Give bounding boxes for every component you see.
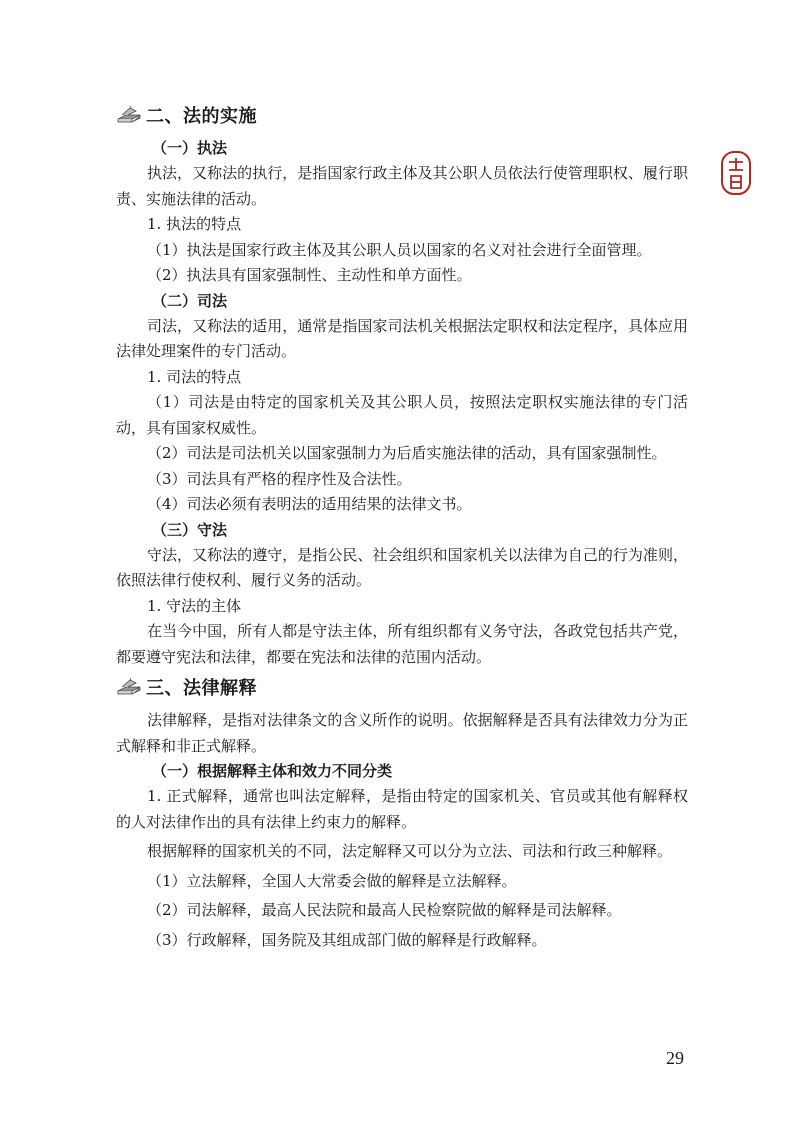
section-title: 三、法律解释 bbox=[146, 678, 257, 699]
books-icon bbox=[116, 105, 142, 125]
paragraph: 根据解释的国家机关的不同，法定解释又可以分为立法、司法和行政三种解释。 bbox=[147, 842, 673, 860]
section-heading-legal-interpretation bbox=[116, 670, 688, 704]
subheading-judiciary: （二）司法 bbox=[152, 291, 228, 310]
subheading-law-enforcement: （一）执法 bbox=[152, 139, 228, 157]
main-content bbox=[116, 98, 688, 953]
paragraph: 1. 执法的特点 bbox=[147, 215, 242, 233]
paragraph: （4）司法必须有表明法的适用结果的法律文书。 bbox=[147, 495, 472, 513]
paragraph: 1. 守法的主体 bbox=[147, 596, 242, 615]
subheading-law-abidance: （三）守法 bbox=[152, 520, 228, 539]
books-icon bbox=[116, 677, 142, 697]
paragraph: （3）行政解释，国务院及其组成部门做的解释是行政解释。 bbox=[147, 930, 547, 949]
paragraph: 法律解释，是指对法律条文的含义所作的说明。依据解释是否具有法律效力分为正式解释和非正式解释。 bbox=[116, 711, 688, 755]
paragraph: （2）司法是司法机关以国家强制力为后盾实施法律的活动，具有国家强制性。 bbox=[147, 444, 667, 462]
paragraph: （3）司法具有严格的程序性及合法性。 bbox=[147, 469, 412, 488]
page-number: 29 bbox=[666, 1048, 684, 1068]
paragraph: （1）执法是国家行政主体及其公职人员以国家的名义对社会进行全面管理。 bbox=[147, 240, 652, 259]
paragraph: 在当今中国，所有人都是守法主体，所有组织都有义务守法，各政党包括共产党，都要遵守宪法和法律，都要在宪法和法律的范围内活动。 bbox=[116, 622, 688, 666]
paragraph: （2）司法解释，最高人民法院和最高人民检察院做的解释是司法解释。 bbox=[147, 901, 622, 919]
section-heading-law-implementation bbox=[116, 98, 688, 132]
paragraph: 守法，又称法的遵守，是指公民、社会组织和国家机关以法律为自己的行为准则，依照法律行使权利、履行义务的活动。 bbox=[116, 545, 688, 589]
publisher-seal-icon bbox=[720, 150, 752, 196]
paragraph: （1）立法解释，全国人大常委会做的解释是立法解释。 bbox=[147, 871, 517, 890]
paragraph: 1. 正式解释，通常也叫法定解释，是指由特定的国家机关、官员或其他有解释权的人对法律作出的具有法律上约束力的解释。 bbox=[116, 787, 688, 831]
paragraph: 1. 司法的特点 bbox=[147, 367, 242, 386]
paragraph: （1）司法是由特定的国家机关及其公职人员，按照法定职权实施法律的专门活动，具有国家权威性。 bbox=[116, 393, 688, 437]
subheading-classification: （一）根据解释主体和效力不同分类 bbox=[152, 762, 393, 780]
paragraph: 执法，又称法的执行，是指国家行政主体及其公职人员依法行使管理职权、履行职责、实施法律的活动。 bbox=[116, 164, 688, 208]
paragraph: （2）执法具有国家强制性、主动性和单方面性。 bbox=[147, 266, 472, 284]
section-title: 二、法的实施 bbox=[146, 106, 257, 127]
paragraph: 司法，又称法的适用，通常是指国家司法机关根据法定职权和法定程序，具体应用法律处理案件的专门活动。 bbox=[116, 316, 688, 360]
